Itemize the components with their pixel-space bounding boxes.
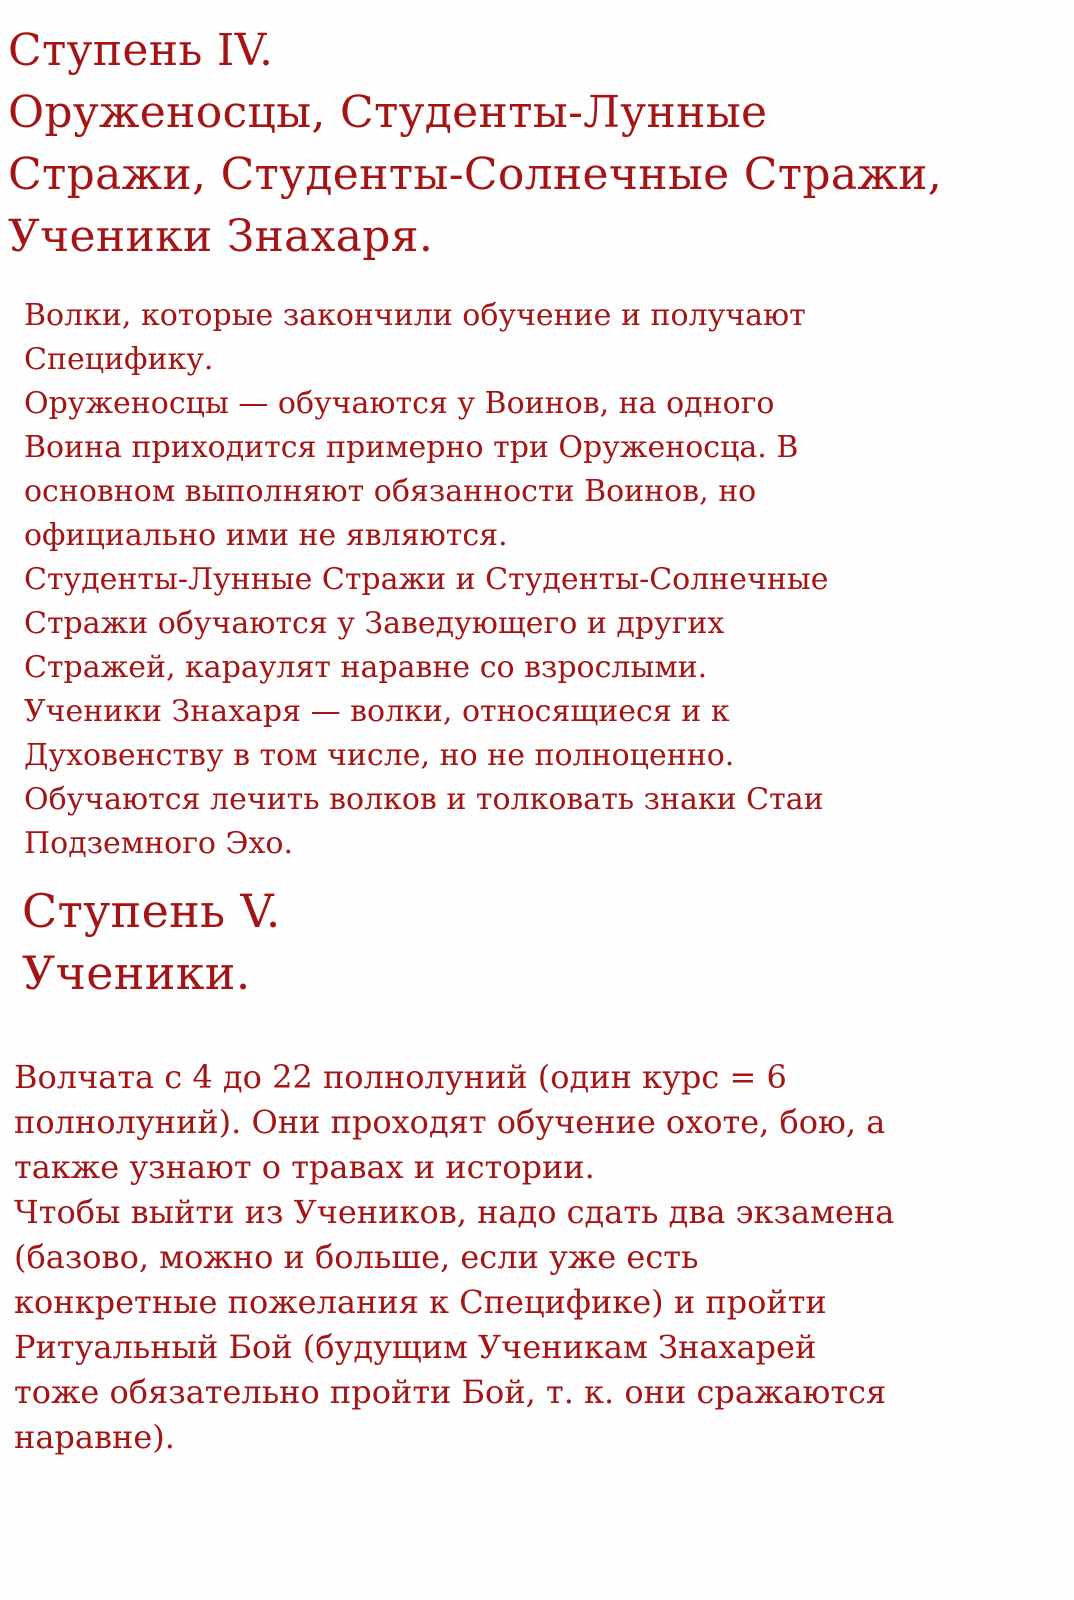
text-line: Чтобы выйти из Учеников, надо сдать два экзамена <box>14 1193 895 1231</box>
text-line: Ритуальный Бой (будущим Ученикам Знахарей <box>14 1328 817 1366</box>
heading-line: Оруженосцы, Студенты-Лунные <box>8 87 768 138</box>
heading-line: Ступень IV. <box>8 25 274 76</box>
text-line: Специфику. <box>24 342 214 377</box>
text-line: Духовенству в том числе, но не полноценно. <box>24 738 735 773</box>
text-line: Волчата с 4 до 22 полнолуний (один курс = 6 <box>14 1058 787 1096</box>
text-line: Волки, которые закончили обучение и получают <box>24 298 806 333</box>
rank-iv-description <box>24 294 1044 866</box>
text-line: Ученики Знахаря — волки, относящиеся и к <box>24 694 730 729</box>
text-line: наравне). <box>14 1418 175 1456</box>
text-line: Студенты-Лунные Стражи и Студенты-Солнечные <box>24 562 829 597</box>
text-line: тоже обязательно пройти Бой, т. к. они сражаются <box>14 1373 887 1411</box>
text-line: Стражей, караулят наравне со взрослыми. <box>24 650 708 685</box>
text-line: Стражи обучаются у Заведующего и других <box>24 606 725 641</box>
text-line: (базово, можно и больше, если уже есть <box>14 1238 699 1276</box>
section-rank-v <box>22 880 1062 1004</box>
text-line: Воина приходится примерно три Оруженосца. В <box>24 430 799 465</box>
heading-line: Ученики Знахаря. <box>8 211 434 262</box>
rank-v-description-block <box>14 1055 1064 1460</box>
text-line: полнолуний). Они проходят обучение охоте, бою, а <box>14 1103 886 1141</box>
section-rank-iv <box>8 20 1068 866</box>
heading-line: Ученики. <box>22 946 251 1000</box>
text-line: основном выполняют обязанности Воинов, но <box>24 474 757 509</box>
rank-v-heading <box>22 880 1062 1004</box>
text-line: конкретные пожелания к Специфике) и пройти <box>14 1283 827 1321</box>
text-line: также узнают о травах и истории. <box>14 1148 595 1186</box>
rank-iv-heading <box>8 20 1068 268</box>
text-line: официально ими не являются. <box>24 518 508 553</box>
heading-line: Ступень V. <box>22 884 281 938</box>
text-line: Подземного Эхо. <box>24 826 293 861</box>
text-line: Оруженосцы — обучаются у Воинов, на одного <box>24 386 775 421</box>
text-line: Обучаются лечить волков и толковать знаки Стаи <box>24 782 824 817</box>
rank-v-description <box>14 1055 1064 1460</box>
heading-line: Стражи, Студенты-Солнечные Стражи, <box>8 149 943 200</box>
